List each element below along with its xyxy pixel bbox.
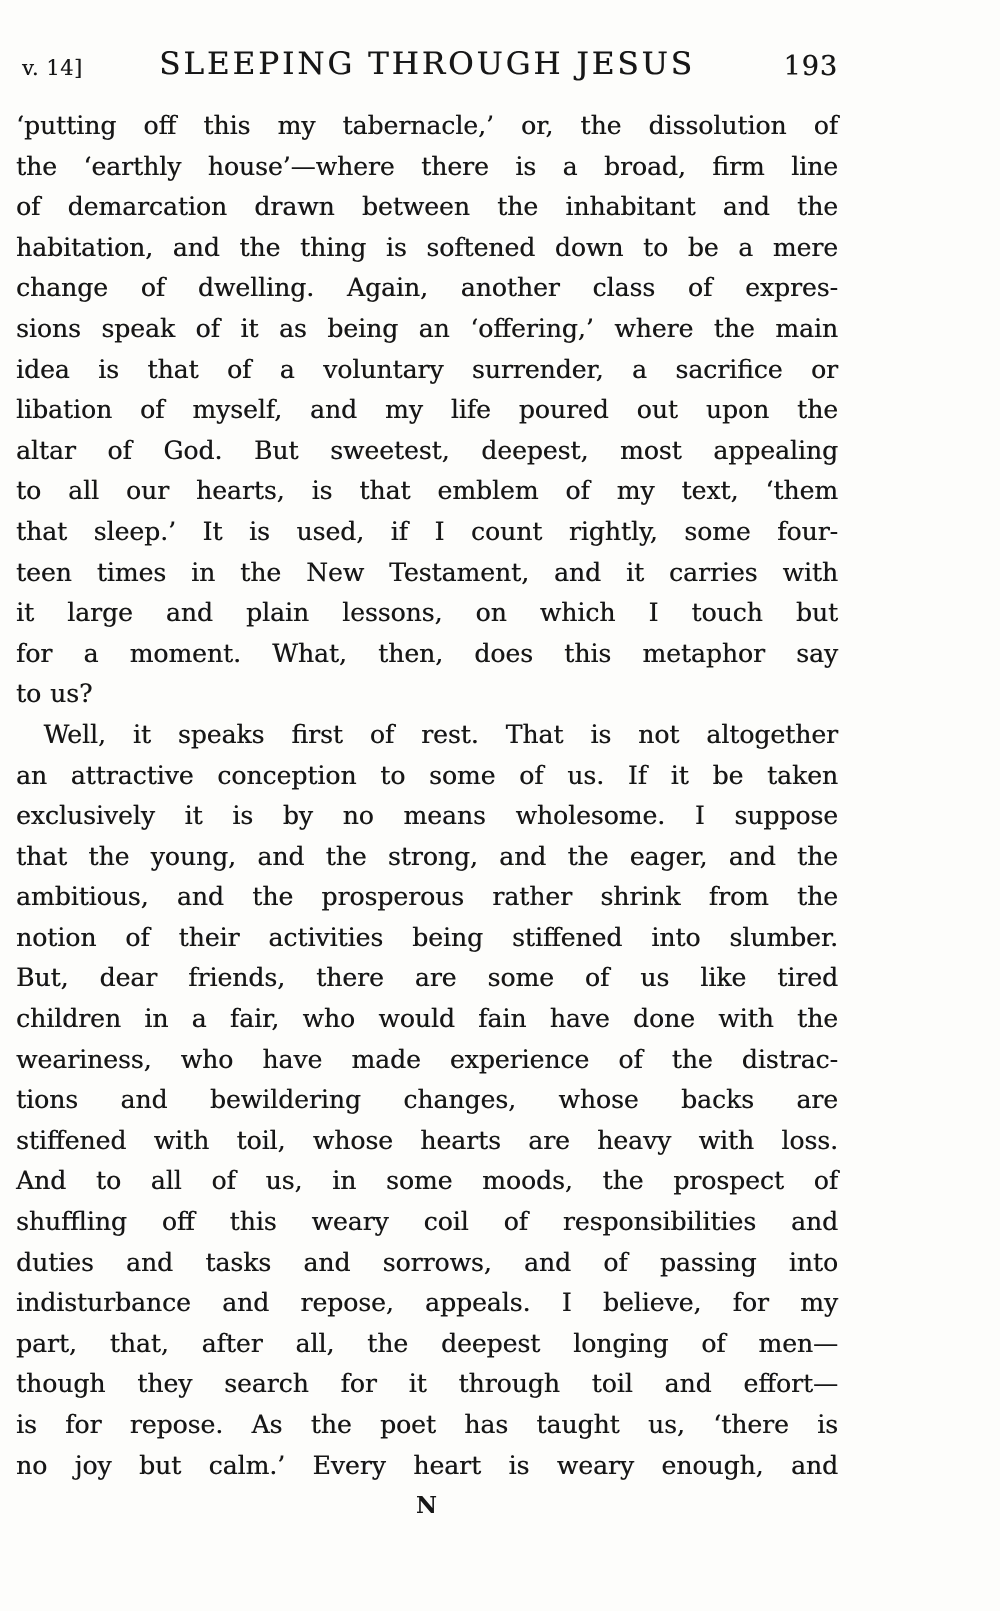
page-body — [16, 106, 838, 1486]
text-line: habitation, and the thing is softened down to be a mere — [16, 232, 838, 262]
paragraph-1 — [16, 106, 838, 715]
text-line: change of dwelling. Again, another class of expres- — [16, 273, 838, 303]
text-line: duties and tasks and sorrows, and of passing into — [16, 1247, 838, 1277]
text-line: ambitious, and the prosperous rather shrink from the — [16, 882, 838, 912]
text-line: is for repose. As the poet has taught us, ‘there is — [16, 1410, 838, 1439]
text-line: that sleep.’ It is used, if I count rightly, some four- — [16, 516, 838, 546]
text-line: But, dear friends, there are some of us like tired — [16, 963, 838, 993]
text-line: for a moment. What, then, does this metaphor say — [16, 638, 838, 668]
text-line: stiffened with toil, whose hearts are heavy with loss. — [16, 1125, 838, 1155]
signature-mark: N — [415, 1492, 439, 1520]
text-line: shuffling off this weary coil of responsibilities and — [16, 1207, 838, 1237]
text-line: tions and bewildering changes, whose backs are — [16, 1085, 838, 1115]
text-line: the ‘earthly house’—where there is a broad, firm line — [16, 151, 838, 181]
text-line: part, that, after all, the deepest longing of men— — [16, 1328, 838, 1358]
text-line: of demarcation drawn between the inhabitant and the — [16, 192, 838, 222]
text-line: it large and plain lessons, on which I touch but — [16, 598, 838, 628]
text-line: though they search for it through toil and effort— — [16, 1369, 838, 1399]
running-title: SLEEPING THROUGH JESUS — [159, 46, 695, 82]
text-line: exclusively it is by no means wholesome. I suppose — [16, 801, 838, 831]
text-line: Well, it speaks first of rest. That is not altogether — [43, 719, 838, 749]
text-line: teen times in the New Testament, and it carries with — [16, 557, 838, 587]
text-block — [16, 38, 838, 1519]
text-line: weariness, who have made experience of the distrac- — [16, 1044, 838, 1074]
text-line: indisturbance and repose, appeals. I believe, for my — [16, 1288, 838, 1318]
page-header — [16, 38, 838, 82]
text-line: sions speak of it as being an ‘offering,’ where the main — [16, 313, 838, 343]
paragraph-2 — [16, 715, 838, 1486]
page-number: 193 — [783, 51, 838, 82]
text-line: children in a fair, who would fain have done with the — [16, 1004, 838, 1034]
text-line: an attractive conception to some of us. If it be taken — [16, 760, 838, 790]
text-line: to all our hearts, is that emblem of my text, ‘them — [16, 476, 838, 506]
text-line: idea is that of a voluntary surrender, a sacrifice or — [16, 354, 838, 384]
text-line: notion of their activities being stiffened into slumber. — [16, 922, 838, 952]
text-line: And to all of us, in some moods, the prospect of — [16, 1166, 838, 1196]
text-line: to us? — [16, 679, 93, 709]
text-line: libation of myself, and my life poured out upon the — [16, 395, 838, 425]
text-line: no joy but calm.’ Every heart is weary enough, and — [16, 1450, 838, 1480]
verse-reference: v. 14] — [22, 56, 83, 80]
text-line: altar of God. But sweetest, deepest, most appealing — [16, 435, 838, 465]
text-line: that the young, and the strong, and the eager, and the — [16, 841, 838, 871]
text-line: ‘putting off this my tabernacle,’ or, the dissolution of — [16, 111, 838, 140]
